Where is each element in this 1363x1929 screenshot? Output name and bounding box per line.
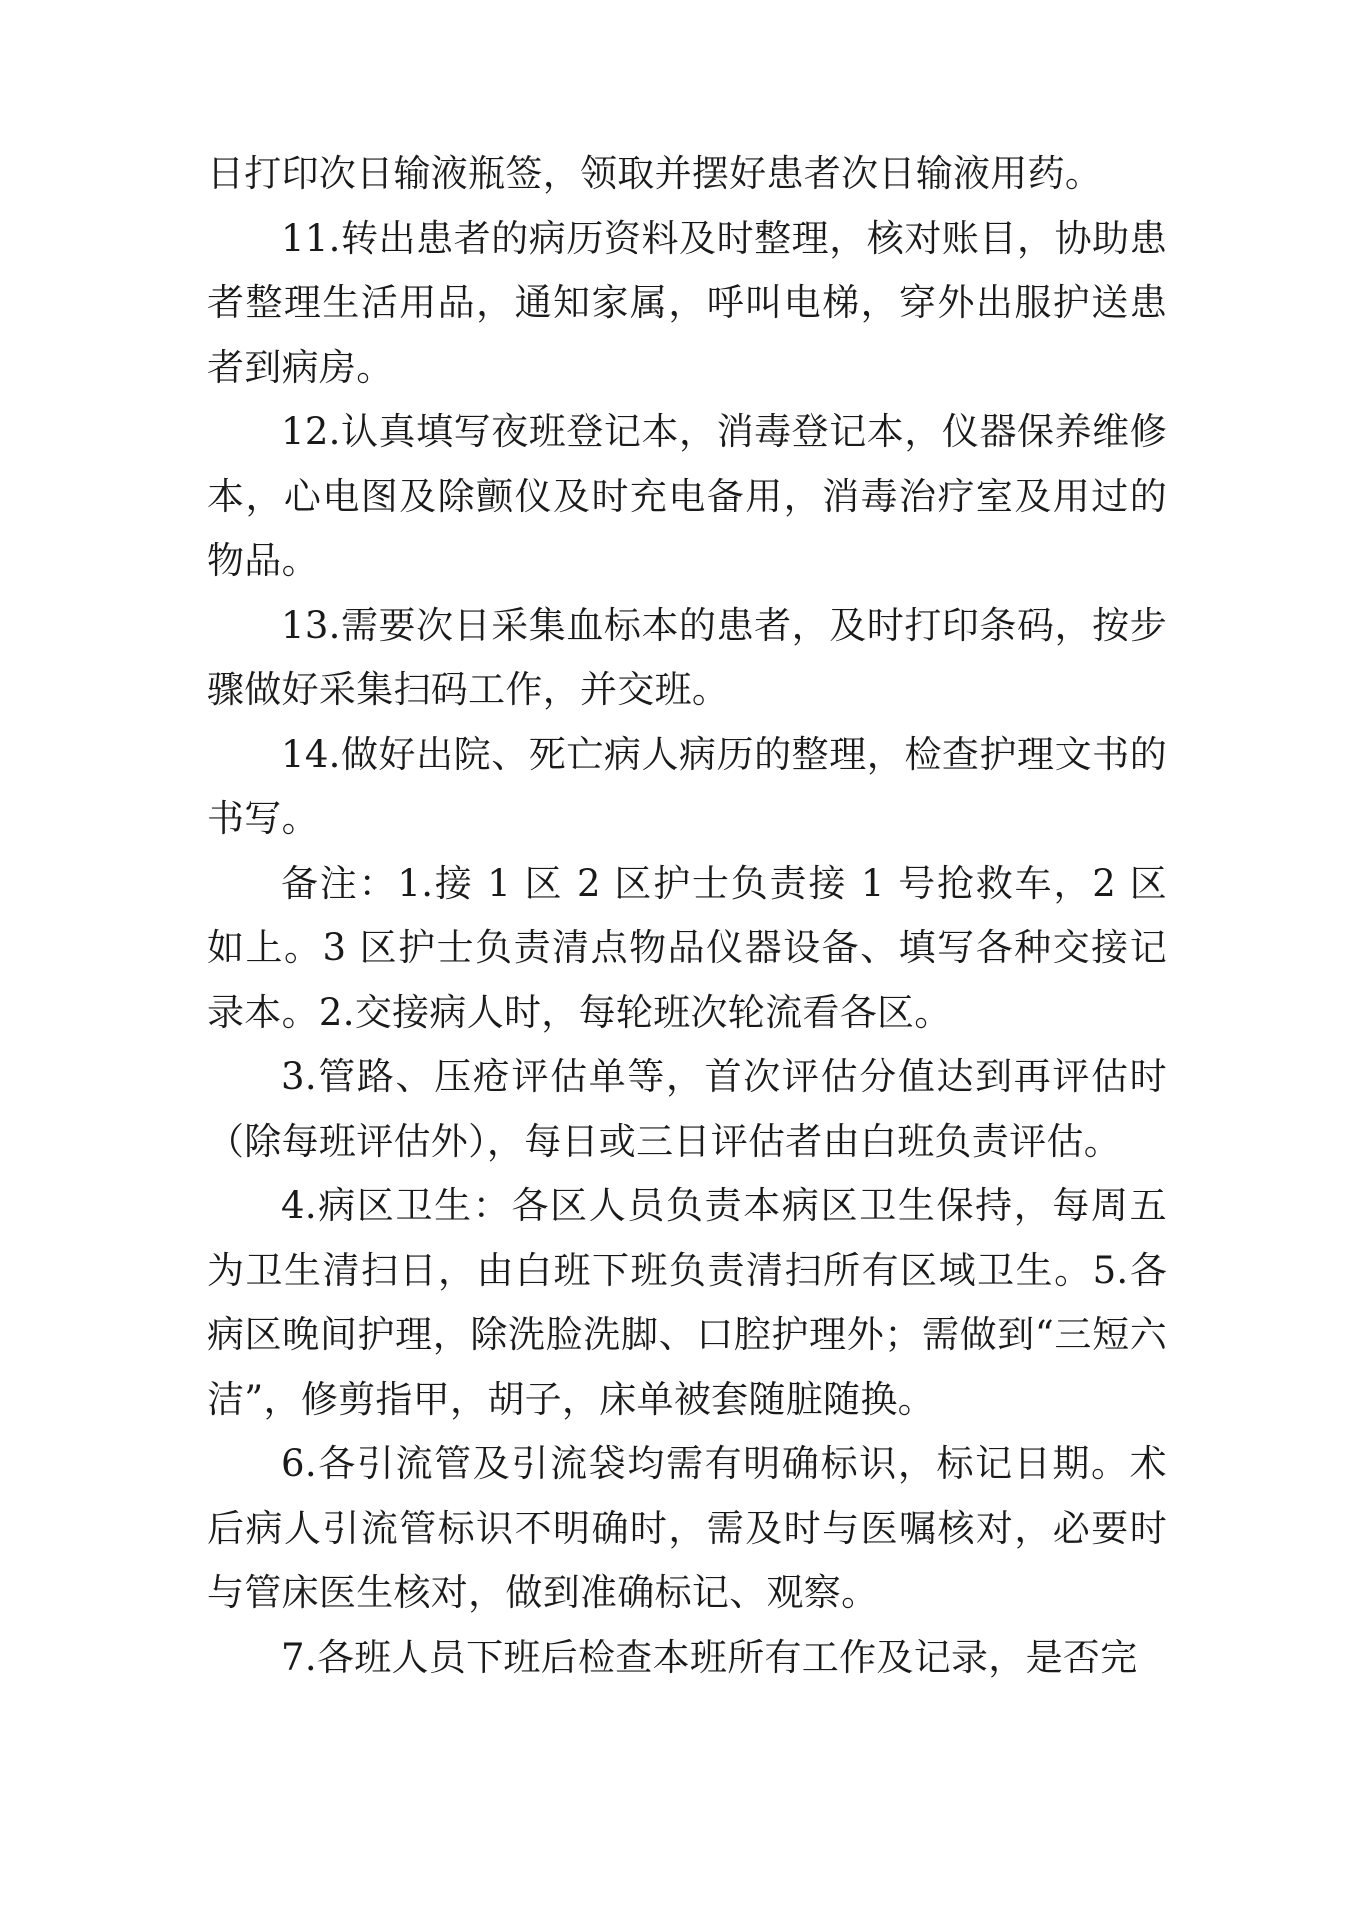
paragraph-remark-7: 7.各班人员下班后检查本班所有工作及记录，是否完 (281, 1635, 1138, 1679)
paragraph-remark-6: 6.各引流管及引流袋均需有明确标识，标记日期。术后病人引流管标识不明确时，需及时与医嘱核对，必要时与管床医生核对，做到准确标记、观察。 (207, 1442, 1167, 1614)
paragraph-remark-4-5: 4.病区卫生：各区人员负责本病区卫生保持，每周五为卫生清扫日，由白班下班负责清扫所有区域卫生。5.各病区晚间护理，除洗脸洗脚、口腔护理外；需做到“三短六洁”，修剪指甲，胡子，床单被套随脏随换。 (207, 1184, 1167, 1421)
paragraph-continuation: 日打印次日输液瓶签，领取并摆好患者次日输液用药。 (207, 152, 1103, 195)
paragraph-item-13: 13.需要次日采集血标本的患者，及时打印条码，按步骤做好采集扫码工作，并交班。 (207, 603, 1167, 711)
paragraph-item-14: 14.做好出院、死亡病人病历的整理，检查护理文书的书写。 (207, 732, 1167, 840)
paragraph-remark-3: 3.管路、压疮评估单等，首次评估分值达到再评估时（除每班评估外），每日或三日评估者由白班负责评估。 (207, 1055, 1167, 1163)
paragraph-item-12: 12.认真填写夜班登记本，消毒登记本，仪器保养维修本，心电图及除颤仪及时充电备用，消毒治疗室及用过的物品。 (207, 410, 1167, 582)
document-body (207, 142, 1167, 1690)
paragraph-item-11: 11.转出患者的病历资料及时整理，核对账目，协助患者整理生活用品，通知家属，呼叫电梯，穿外出服护送患者到病房。 (207, 216, 1167, 389)
paragraph-remarks: 备注：1.接 1 区 2 区护士负责接 1 号抢救车，2 区如上。3 区护士负责清点物品仪器设备、填写各种交接记录本。2.交接病人时，每轮班次轮流看各区。 (207, 861, 1167, 1034)
